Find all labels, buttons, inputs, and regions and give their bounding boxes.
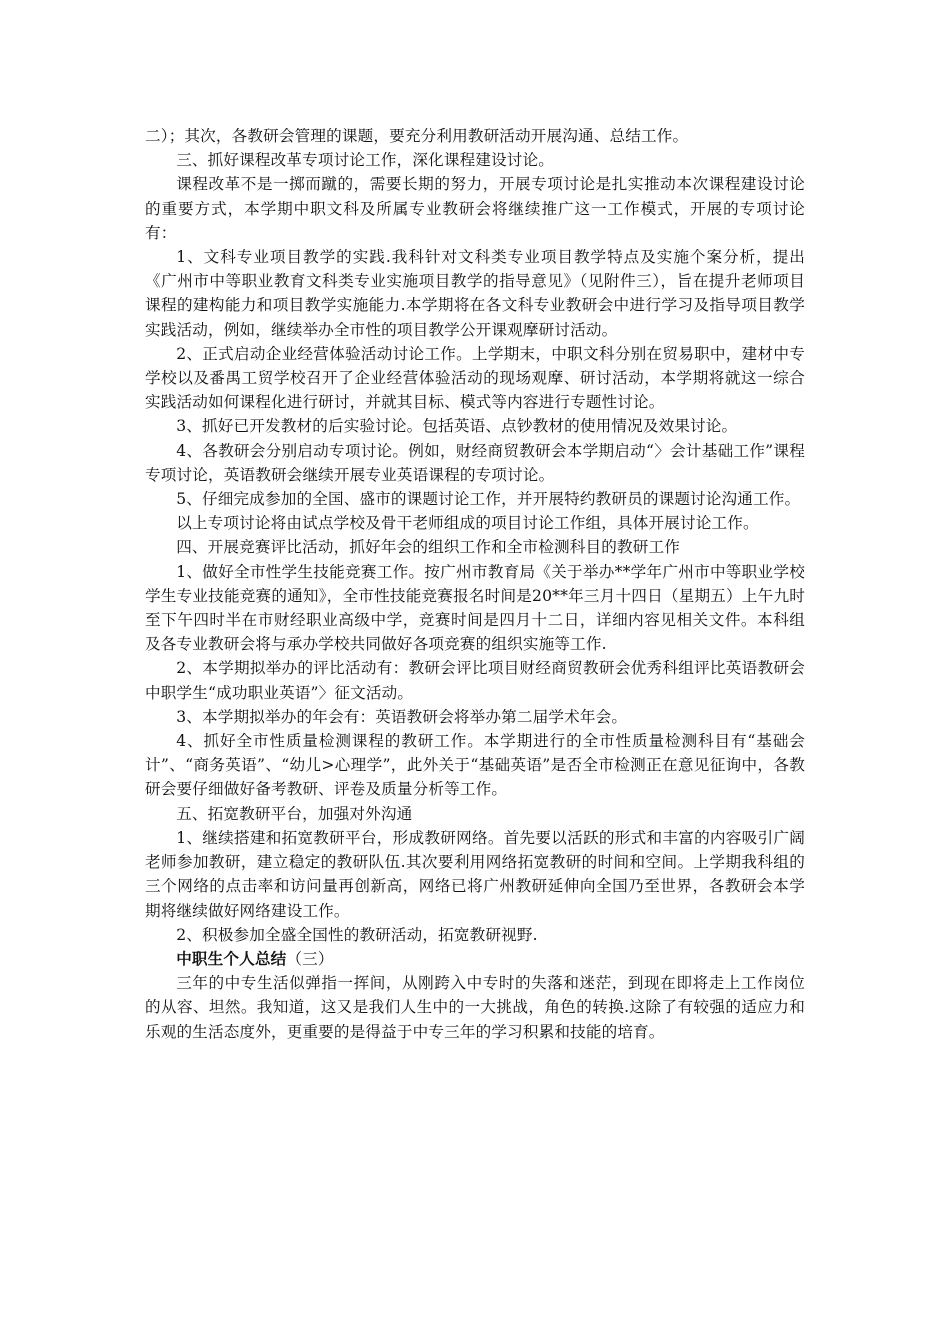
section-five-title: 五、拓宽教研平台，加强对外沟通 bbox=[176, 804, 413, 823]
section-heading bbox=[145, 947, 805, 971]
item-business-experience: 2、正式启动企业经营体验活动讨论工作。上学期末，中职文科分别在贸易职中，建材中专学校以及番禺工贸学校召开了企业经营体验活动的现场观摩、研讨活动，本学期将就这一综合实践活动如何课程化进行研讨，并就其目标、模式等内容进行专题性讨论。 bbox=[145, 344, 805, 412]
section-three-title: 三、抓好课程改革专项讨论工作，深化课程建设讨论。 bbox=[176, 151, 555, 170]
section-heading-text: 中职生个人总结 bbox=[176, 949, 287, 968]
paragraph-research-group: 以上专项讨论将由试点学校及骨干老师组成的项目讨论工作组，具体开展讨论工作。 bbox=[176, 514, 759, 533]
item-textbook-experiment: 3、抓好已开发教材的后实验讨论。包括英语、点钞教材的使用情况及效果讨论。 bbox=[176, 417, 738, 436]
section-heading-suffix: （三） bbox=[286, 949, 334, 968]
item-annual-meeting: 3、本学期拟举办的年会有：英语教研会将举办第二届学术年会。 bbox=[176, 707, 628, 726]
section-four-title: 四、开展竞赛评比活动，抓好年会的组织工作和全市检测科目的教研工作 bbox=[176, 538, 680, 557]
item-topic-research: 5、仔细完成参加的全国、盛市的课题讨论工作，并开展特约教研员的课题讨论沟通工作。 bbox=[176, 490, 801, 509]
document-page bbox=[145, 124, 805, 1044]
item-skills-competition: 1、做好全市性学生技能竞赛工作。按广州市教育局《关于举办**学年广州市中等职业学校学生专业技能竞赛的通知》，全市性技能竞赛报名时间是20**年三月十四日（星期五）上午九时至下午四时半在市财经职业高级中学，竞赛时间是四月十二日，详细内容见相关文件。本科组及各专业教研会将与承办学校共同做好各项竞赛的组织实施等工作. bbox=[145, 562, 805, 654]
item-special-research: 4、各教研会分别启动专项讨论。例如，财经商贸教研会本学期启动“〉会计基础工作”课程专项讨论，英语教研会继续开展专业英语课程的专项讨论。 bbox=[145, 441, 805, 484]
paragraph-continuation: 二）；其次，各教研会管理的课题，要充分利用教研活动开展沟通、总结工作。 bbox=[145, 127, 689, 145]
paragraph-curriculum-reform: 课程改革不是一掷而蹴的，需要长期的努力，开展专项讨论是扎实推动本次课程建设讨论的重要方式，本学期中职文科及所属专业教研会将继续推广这一工作模式，开展的专项讨论有： bbox=[145, 175, 805, 242]
item-national-activities: 2、积极参加全盛全国性的教研活动，拓宽教研视野. bbox=[176, 925, 538, 944]
item-evaluation-activities: 2、本学期拟举办的评比活动有：教研会评比项目财经商贸教研会优秀科组评比英语教研会中职学生“成功职业英语”〉征文活动。 bbox=[145, 659, 805, 702]
item-research-platform: 1、继续搭建和拓宽教研平台，形成教研网络。首先要以活跃的形式和丰富的内容吸引广阔老师参加教研，建立稳定的教研队伍.其次要利用网络拓宽教研的时间和空间。上学期我科组的三个网络的点击率和访问量再创新高，网络已将广州教研延伸向全国乃至世界，各教研会本学期将继续做好网络建设工作。 bbox=[145, 828, 805, 920]
item-quality-testing: 4、抓好全市性质量检测课程的教研工作。本学期进行的全市性质量检测科目有“基础会计”、“商务英语”、“幼儿>心理学”，此外关于“基础英语”是否全市检测正在意见征询中，各教研会要仔细做好备考教研、评卷及质量分析等工作。 bbox=[145, 732, 805, 799]
item-project-teaching: 1、文科专业项目教学的实践.我科针对文科类专业项目教学特点及实施个案分析，提出《广州市中等职业教育文科类专业实施项目教学的指导意见》（见附件三），旨在提升老师项目课程的建构能力和项目教学实施能力.本学期将在各文科专业教研会中进行学习及指导项目教学实践活动，例如，继续举办全市性的项目教学公开课观摩研讨活动。 bbox=[145, 248, 805, 339]
summary-paragraph: 三年的中专生活似弹指一挥间，从刚跨入中专时的失落和迷茫，到现在即将走上工作岗位的从容、坦然。我知道，这又是我们人生中的一大挑战，角色的转换.这除了有较强的适应力和乐观的生活态度外，更重要的是得益于中专三年的学习积累和技能的培育。 bbox=[145, 974, 805, 1041]
